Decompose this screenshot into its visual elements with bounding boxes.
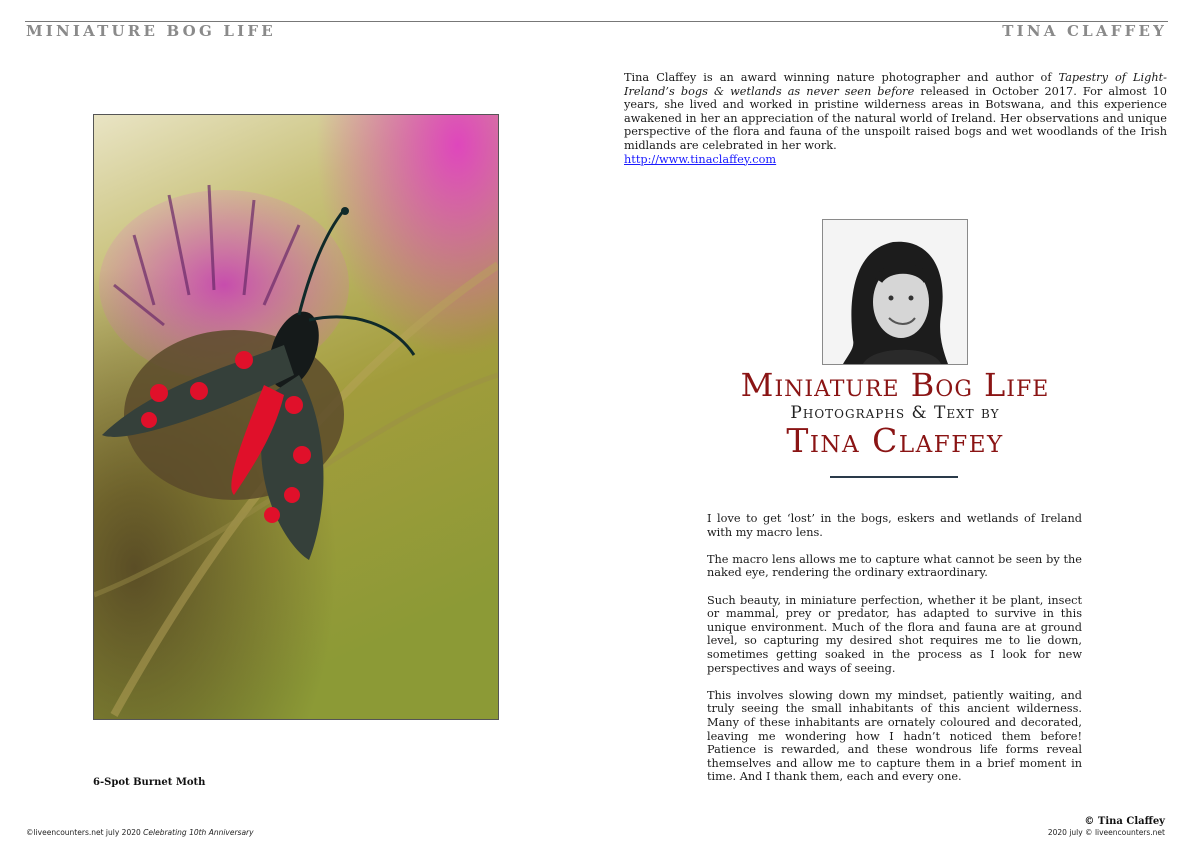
footer-anniversary: Celebrating 10th Anniversary <box>143 828 254 837</box>
title-divider <box>830 476 958 478</box>
header-section-title: MINIATURE BOG LIFE <box>26 22 276 40</box>
footer-left <box>26 828 254 837</box>
footer-left-text: ©liveencounters.net july 2020 <box>26 828 144 837</box>
footer-right: 2020 july © liveencounters.net <box>1047 828 1165 837</box>
article-subtitle: Photographs & Text by <box>790 403 1000 423</box>
author-portrait <box>822 219 968 365</box>
photo-caption: 6-Spot Burnet Moth <box>93 777 206 788</box>
article-title: Miniature Bog Life <box>740 366 1050 404</box>
photo-copyright: © Tina Claffey <box>1084 816 1165 827</box>
bio-text-intro: Tina Claffey is an award winning nature photographer and author of <box>624 71 1059 84</box>
bio-text-rest: released in October 2017. For almost 10 years, she lived and worked in pristine wilderness areas in Botswana, and this experience awakened in her an appreciation of the natural world of Ireland. Her observations and unique perspective of the flora and fauna of the unspoilt raised bogs and wet woodlands of the Irish midlands are celebrated in her work. <box>624 84 1167 152</box>
author-bio <box>624 71 1167 166</box>
body-paragraph: I love to get ‘lost’ in the bogs, eskers and wetlands of Ireland with my macro lens. <box>707 512 1082 539</box>
header-author-name: TINA CLAFFEY <box>1002 22 1167 40</box>
body-paragraph: The macro lens allows me to capture what cannot be seen by the naked eye, rendering the ordinary extraordinary. <box>707 552 1082 580</box>
article-author: Tina Claffey <box>786 421 1004 460</box>
body-paragraph: This involves slowing down my mindset, patiently waiting, and truly seeing the small inhabitants of this ancient wilderness. Many of these inhabitants are ornately coloured and decorated, leaving me wondering how I hadn’t noticed them before! Patience is rewarded, and these wondrous life forms reveal themselves and allow me to capture them in a brief moment in time. And I thank them, each and every one. <box>707 688 1082 784</box>
book-title: Tapestry of Light-Ireland’s bogs & wetlands as never seen before <box>624 71 1167 98</box>
author-website-link[interactable]: http://www.tinaclaffey.com <box>624 152 777 166</box>
moth-photograph <box>93 114 499 720</box>
article-body <box>707 512 1082 797</box>
body-paragraph: Such beauty, in miniature perfection, whether it be plant, insect or mammal, prey or predator, has adapted to survive in this unique environment. Much of the flora and fauna are at ground level, so capturing my desired shot requires me to lie down, sometimes getting soaked in the process as I look for new perspectives and ways of seeing. <box>707 593 1082 675</box>
